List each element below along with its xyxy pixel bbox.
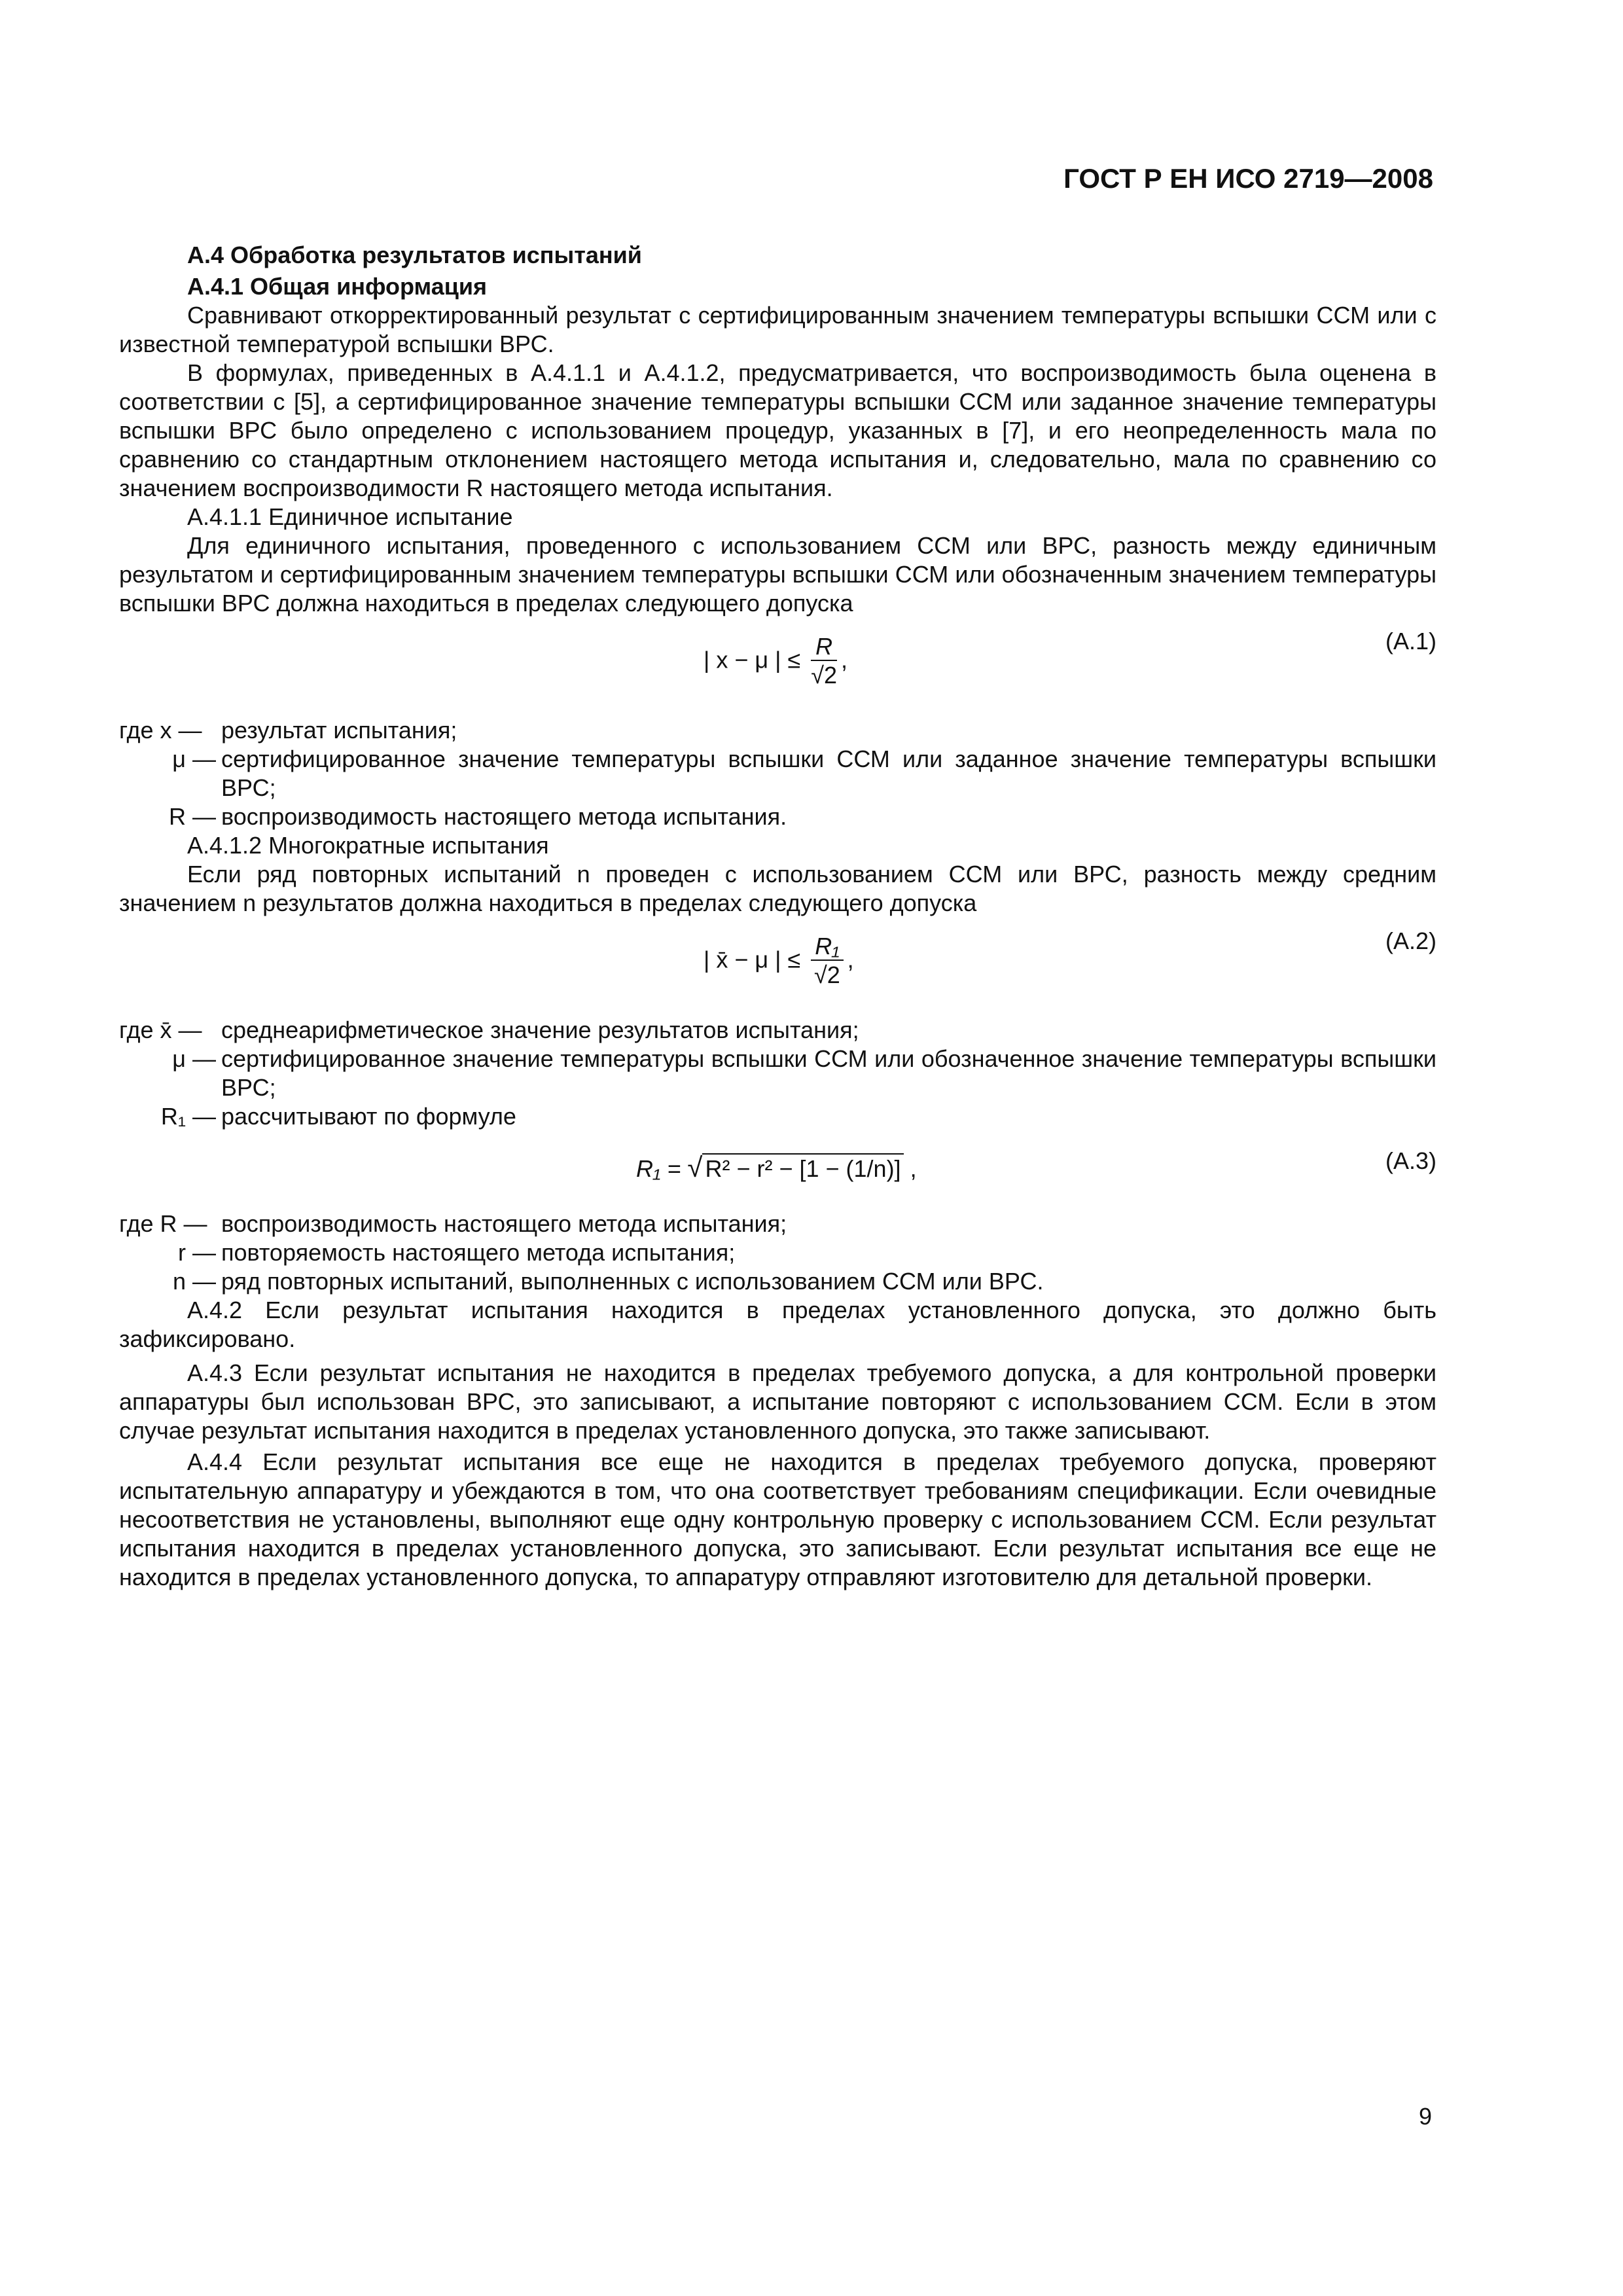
definition-value: результат испытания;: [221, 717, 457, 744]
formula-a1-left: | x − μ | ≤: [704, 646, 801, 673]
definition-key: n —: [172, 1268, 216, 1295]
paragraph-a42: А.4.2 Если результат испытания находится в пределах установленного допуска, это должно быть зафиксировано.: [119, 1297, 1436, 1352]
definition-key: где x̄ —: [119, 1016, 202, 1043]
formula-a1: [119, 627, 1436, 706]
definitions-a2: [119, 1016, 1436, 1131]
definition-value: воспроизводимость настоящего метода испытания.: [221, 803, 787, 830]
definition-key: μ —: [172, 745, 216, 772]
definition-key: r —: [178, 1239, 216, 1266]
document-header: ГОСТ Р ЕН ИСО 2719—2008: [1063, 163, 1433, 194]
formula-a2-numerator: R₁: [811, 933, 843, 961]
formula-a1-denominator: √2: [811, 662, 838, 689]
paragraph-single-test: Для единичного испытания, проведенного с использованием ССМ или ВРС, разность между единичным результатом и сертифицированным значением температуры вспышки ССМ или обозначенным значением температуры вспышки ВРС должна находиться в пределах следующего допуска: [119, 532, 1436, 617]
definitions-a1: [119, 716, 1436, 831]
definition-value: среднеарифметическое значение результатов испытания;: [221, 1016, 859, 1043]
paragraph-general: Сравнивают откорректированный результат с сертифицированным значением температуры вспышки ССМ или с известной температурой вспышки ВРС.: [119, 302, 1436, 357]
definition-value: рассчитывают по формуле: [221, 1103, 516, 1130]
formula-a2: [119, 927, 1436, 1005]
main-text: [119, 241, 1436, 1592]
formula-a1-tail: ,: [841, 646, 848, 673]
formula-a2-label: (А.2): [1385, 927, 1436, 954]
definitions-a3: [119, 1210, 1436, 1296]
formula-a3-left: R₁ =: [636, 1155, 681, 1182]
formula-a3: [119, 1140, 1436, 1199]
definition-key: R —: [169, 803, 216, 830]
paragraph-formulas: В формулах, приведенных в А.4.1.1 и А.4.1.2, предусматривается, что воспроизводимость была оценена в соответствии с [5], а сертифицированное значение температуры вспышки ССМ или заданное значение температуры вспышки ВРС было определено с использованием процедур, указанных в [7], и его неопределенность мала по сравнению со стандартным отклонением настоящего метода испытания и, следовательно, мала по сравнению со значением воспроизводимости R настоящего метода испытания.: [119, 359, 1436, 501]
section-title: А.4 Обработка результатов испытаний: [187, 242, 642, 268]
definition-key: μ —: [172, 1045, 216, 1072]
formula-a1-numerator: R: [811, 634, 837, 661]
formula-a3-tail: ,: [910, 1155, 917, 1182]
paragraph-a44: А.4.4 Если результат испытания все еще не находится в пределах требуемого допуска, проверяют испытательную аппаратуру и убеждаются в том, что она соответствует требованиям спецификации. Если очевидные несоответствия не установлены, выполняют еще одну контрольную проверку с использованием ССМ. Если результат испытания находится в пределах установленного допуска, это записывают. Если результат испытания все еще не находится в пределах установленного допуска, то аппаратуру отправляют изготовителю для детальной проверки.: [119, 1448, 1436, 1590]
definition-value: воспроизводимость настоящего метода испытания;: [221, 1210, 787, 1237]
formula-a2-tail: ,: [847, 946, 854, 973]
page-number: 9: [1418, 2103, 1432, 2130]
formula-a3-radicand: R² − r² − [1 − (1/n)]: [702, 1153, 903, 1183]
definition-value: сертифицированное значение температуры вспышки ССМ или заданное значение температуры вспышки ВРС;: [221, 745, 1436, 801]
radical-sign: √: [687, 1152, 703, 1183]
paragraph-multiple-tests: Если ряд повторных испытаний n проведен с использованием ССМ или ВРС, разность между средним значением n результатов должна находиться в пределах следующего допуска: [119, 861, 1436, 916]
formula-a2-left: | x̄ − μ | ≤: [704, 946, 801, 973]
definition-value: повторяемость настоящего метода испытания;: [221, 1239, 736, 1266]
definition-key: где R —: [119, 1210, 207, 1237]
formula-a3-label: (А.3): [1385, 1147, 1436, 1174]
definition-key: R₁ —: [160, 1103, 216, 1130]
definition-value: ряд повторных испытаний, выполненных с использованием ССМ или ВРС.: [221, 1268, 1044, 1295]
formula-a2-denominator: √2: [814, 961, 840, 988]
paragraph-a43: А.4.3 Если результат испытания не находится в пределах требуемого допуска, а для контрольной проверки аппаратуры был использован ВРС, это записывают, а испытание повторяют с использованием ССМ. Если в этом случае результат испытания находится в пределах установленного допуска, это также записывают.: [119, 1359, 1436, 1444]
formula-a1-label: (А.1): [1385, 628, 1436, 655]
subsection-multiple-tests-title: А.4.1.2 Многократные испытания: [187, 832, 549, 859]
subsection-title: А.4.1 Общая информация: [187, 273, 487, 300]
definition-value: сертифицированное значение температуры вспышки ССМ или обозначенное значение температуры вспышки ВРС;: [221, 1045, 1436, 1101]
subsection-single-test-title: А.4.1.1 Единичное испытание: [187, 503, 513, 530]
definition-key: где x —: [119, 717, 202, 744]
